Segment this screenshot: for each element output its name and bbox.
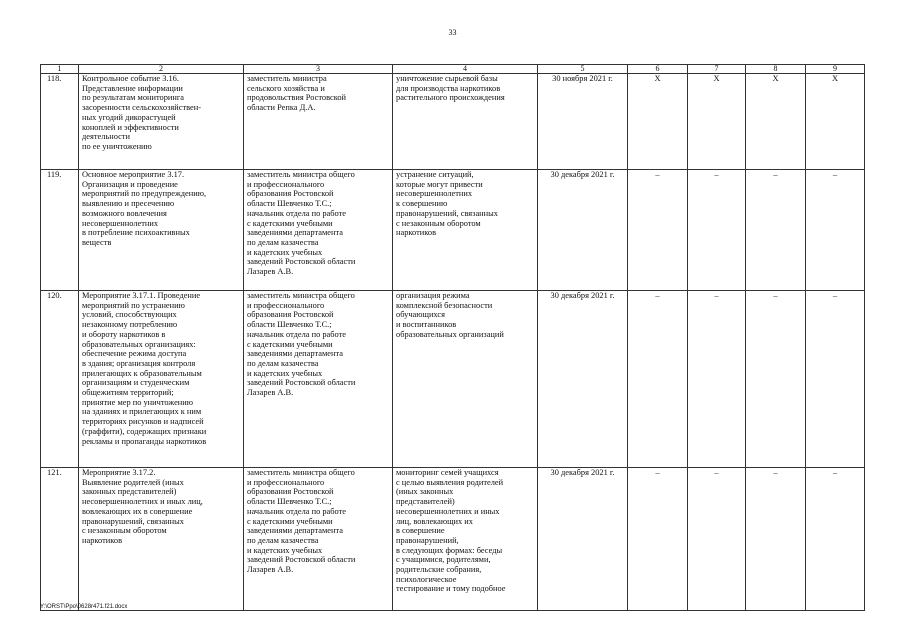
table-row [41, 468, 865, 611]
col7-cell: – [688, 291, 746, 468]
row-number: 120. [41, 291, 79, 468]
date-cell: 30 декабря 2021 г. [538, 468, 628, 611]
date-cell: 30 декабря 2021 г. [538, 291, 628, 468]
col8-cell: – [746, 468, 806, 611]
col6-cell: – [628, 291, 688, 468]
header-row [41, 65, 865, 74]
col9-cell: X [806, 74, 865, 170]
header-col-1: 1 [41, 65, 79, 74]
event-cell: Мероприятие 3.17.1. Проведение мероприятий по устранению условий, способствующих незаконному потреблению и обороту наркотиков в образовательных организациях: обеспечение режима доступа в здания; организация контроля прилегающих к образовательным организациям и студенческим общежитиям территорий; принятие мер по уничтожению на зданиях и прилегающих к ним территориях рисунков и надписей (граффити), содержащих признаки рекламы и пропаганды наркотиков [79, 291, 244, 468]
table-row [41, 170, 865, 291]
result-cell: устранение ситуаций, которые могут привести несовершеннолетних к совершению правонарушений, связанных с незаконным оборотом наркотиков [393, 170, 538, 291]
header-col-8: 8 [746, 65, 806, 74]
responsible-cell: заместитель министра общего и профессионального образования Ростовской области Шевченко Т.С.; начальник отдела по работе с кадетскими учебными заведениями департамента по делам казачества и кадетских учебных заведений Ростовской области Лазарев А.В. [244, 170, 393, 291]
col9-cell: – [806, 291, 865, 468]
responsible-cell: заместитель министра общего и профессионального образования Ростовской области Шевченко Т.С.; начальник отдела по работе с кадетскими учебными заведениями департамента по делам казачества и кадетских учебных заведений Ростовской области Лазарев А.В. [244, 468, 393, 611]
header-col-3: 3 [244, 65, 393, 74]
row-number: 119. [41, 170, 79, 291]
header-col-7: 7 [688, 65, 746, 74]
file-path-footer: Y:\ORST\Ppo\0628r471.f21.docx [40, 604, 128, 610]
header-col-9: 9 [806, 65, 865, 74]
col7-cell: X [688, 74, 746, 170]
col7-cell: – [688, 468, 746, 611]
row-number: 121. [41, 468, 79, 611]
col9-cell: – [806, 468, 865, 611]
page-number: 33 [448, 28, 457, 37]
row-number: 118. [41, 74, 79, 170]
table-row [41, 291, 865, 468]
col7-cell: – [688, 170, 746, 291]
measures-table [40, 64, 865, 611]
responsible-cell: заместитель министра сельского хозяйства и продовольствия Ростовской области Репка Д.А. [244, 74, 393, 170]
col6-cell: X [628, 74, 688, 170]
col8-cell: X [746, 74, 806, 170]
header-col-5: 5 [538, 65, 628, 74]
header-col-6: 6 [628, 65, 688, 74]
result-cell: организация режима комплексной безопасности обучающихся и воспитанников образовательных организаций [393, 291, 538, 468]
date-cell: 30 декабря 2021 г. [538, 170, 628, 291]
responsible-cell: заместитель министра общего и профессионального образования Ростовской области Шевченко Т.С.; начальник отдела по работе с кадетскими учебными заведениями департамента по делам казачества и кадетских учебных заведений Ростовской области Лазарев А.В. [244, 291, 393, 468]
col6-cell: – [628, 170, 688, 291]
event-cell: Основное мероприятие 3.17. Организация и проведение мероприятий по предупреждению, выявлению и пресечению возможного вовлечения несовершеннолетних в потребление психоактивных веществ [79, 170, 244, 291]
event-cell: Контрольное событие 3.16. Представление информации по результатам мониторинга засоренности сельскохозяйствен- ных угодий дикорастущей коноплей и эффективности деятельности по ее уничтожению [79, 74, 244, 170]
result-cell: мониторинг семей учащихся с целью выявления родителей (иных законных представителей) несовершеннолетних и иных лиц, вовлекающих их в совершение правонарушений, в следующих формах: беседы с учащимися, родителями, родительские собрания, психологическое тестирование и тому подобное [393, 468, 538, 611]
col6-cell: – [628, 468, 688, 611]
col9-cell: – [806, 170, 865, 291]
table-row [41, 74, 865, 170]
col8-cell: – [746, 291, 806, 468]
col8-cell: – [746, 170, 806, 291]
header-col-2: 2 [79, 65, 244, 74]
result-cell: уничтожение сырьевой базы для производства наркотиков растительного происхождения [393, 74, 538, 170]
event-cell: Мероприятие 3.17.2. Выявление родителей (иных законных представителей) несовершеннолетних и иных лиц, вовлекающих их в совершение правонарушений, связанных с незаконным оборотом наркотиков [79, 468, 244, 611]
date-cell: 30 ноября 2021 г. [538, 74, 628, 170]
header-col-4: 4 [393, 65, 538, 74]
